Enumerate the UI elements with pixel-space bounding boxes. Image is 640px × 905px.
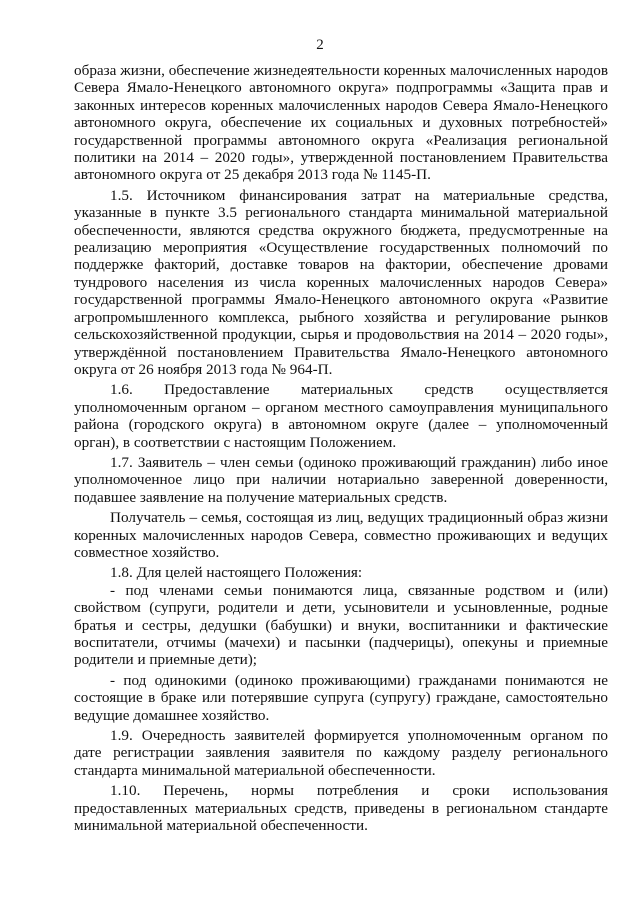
page-number: 2 xyxy=(316,37,324,53)
paragraph-1-9: 1.9. Очередность заявителей формируется уполномоченным органом по дате регистрации заявления заявителя по каждому разделу регионального стандарта минимальной материальной обеспеченности. xyxy=(74,727,608,779)
paragraph-continuation: образа жизни, обеспечение жизнедеятельности коренных малочисленных народов Севера Ямало-Ненецкого автономного округа» подпрограммы «Защита прав и законных интересов коренных малочисленных народов Севера Ямало-Ненецкого автономного округа, обеспечение их социальных и духовных потребностей» государственной программы автономного округа «Реализация региональной политики на 2014 – 2020 годы», утвержденной постановлением Правительства автономного округа от 25 декабря 2013 года № 1145-П. xyxy=(74,62,608,184)
paragraph-family-members: - под членами семьи понимаются лица, связанные родством и (или) свойством (супруги, родители и дети, усыновители и усыновленные, родные братья и сестры, дедушки (бабушки) и внуки, воспитанники и фактические воспитатели, отчимы (мачехи) и пасынки (падчерицы), опекуны и приемные родители и приемные дети); xyxy=(74,581,608,669)
paragraph-1-5: 1.5. Источником финансирования затрат на материальные средства, указанные в пункте 3.5 регионального стандарта минимальной материальной обеспеченности, являются средства окружного бюджета, предусмотренные на реализацию мероприятия «Осуществление государственных полномочий по поддержке факторий, доставке товаров на фактории, обеспечение дровами тундрового населения из числа коренных малочисленных народов Севера» государственной программы Ямало-Ненецкого автономного округа «Развитие агропромышленного комплекса, рыбного хозяйства и регулирование рынков сельскохозяйственной продукции, сырья и продовольствия на 2014 – 2020 годы», утверждённой постановлением Правительства Ямало-Ненецкого автономного округа от 26 ноября 2013 года № 964-П. xyxy=(74,186,608,378)
paragraph-1-10: 1.10. Перечень, нормы потребления и сроки использования предоставленных материальных средств, приведены в региональном стандарте минимальной материальной обеспеченности. xyxy=(74,782,608,835)
paragraph-1-7: 1.7. Заявитель – член семьи (одиноко проживающий гражданин) либо иное уполномоченное лицо при наличии нотариально заверенной доверенности, подавшее заявление на получение материальных средств. xyxy=(74,453,608,506)
paragraph-recipient: Получатель – семья, состоящая из лиц, ведущих традиционный образ жизни коренных малочисленных народов Севера, совместно проживающих и ведущих совместное хозяйство. xyxy=(74,509,608,561)
document-body xyxy=(74,62,608,834)
paragraph-single-citizens: - под одинокими (одиноко проживающими) гражданами понимаются не состоящие в браке или потерявшие супруга (супругу) граждане, самостоятельно ведущие домашнее хозяйство. xyxy=(74,671,608,724)
paragraph-1-6: 1.6. Предоставление материальных средств осуществляется уполномоченным органом – органом местного самоуправления муниципального района (городского округа) в автономном округе (далее – уполномоченный орган), в соответствии с настоящим Положением. xyxy=(74,381,608,451)
paragraph-1-8: 1.8. Для целей настоящего Положения: xyxy=(110,564,363,582)
